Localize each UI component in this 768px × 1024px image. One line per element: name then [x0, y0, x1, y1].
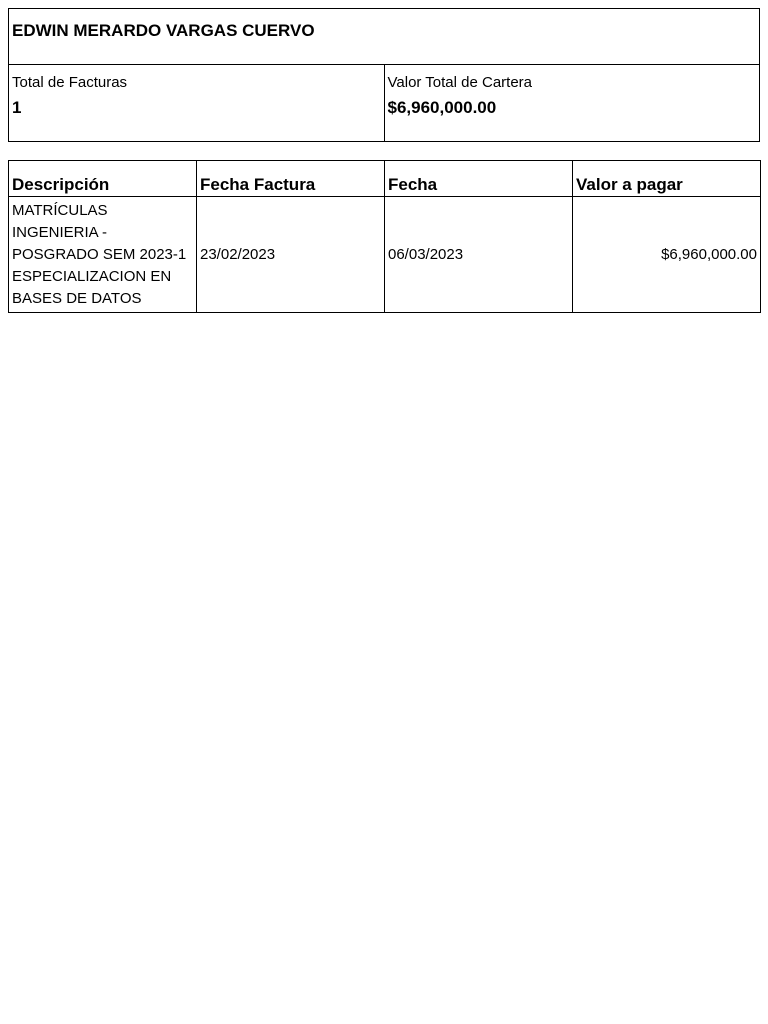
cell-description: MATRÍCULAS INGENIERIA - POSGRADO SEM 2023-1 ESPECIALIZACION EN BASES DE DATOS: [9, 197, 197, 313]
cell-invoice-date: 23/02/2023: [197, 197, 385, 313]
total-portfolio-cell: [384, 65, 760, 141]
account-summary: [8, 8, 760, 142]
summary-totals: [9, 65, 759, 141]
total-invoices-cell: [9, 65, 384, 141]
cell-amount: $6,960,000.00: [573, 197, 761, 313]
total-portfolio-label: Valor Total de Cartera: [387, 74, 533, 91]
customer-name: EDWIN MERARDO VARGAS CUERVO: [12, 21, 315, 40]
column-header-date: Fecha: [385, 161, 573, 197]
total-invoices-label: Total de Facturas: [12, 74, 128, 91]
column-header-amount: Valor a pagar: [573, 161, 761, 197]
table-header-row: [9, 161, 761, 197]
table-row: [9, 197, 761, 313]
total-invoices-value: 1: [12, 98, 22, 117]
total-portfolio-value: $6,960,000.00: [387, 98, 497, 117]
cell-date: 06/03/2023: [385, 197, 573, 313]
customer-name-row: [9, 9, 759, 65]
invoice-table: [8, 160, 761, 313]
column-header-description: Descripción: [9, 161, 197, 197]
column-header-invoice-date: Fecha Factura: [197, 161, 385, 197]
